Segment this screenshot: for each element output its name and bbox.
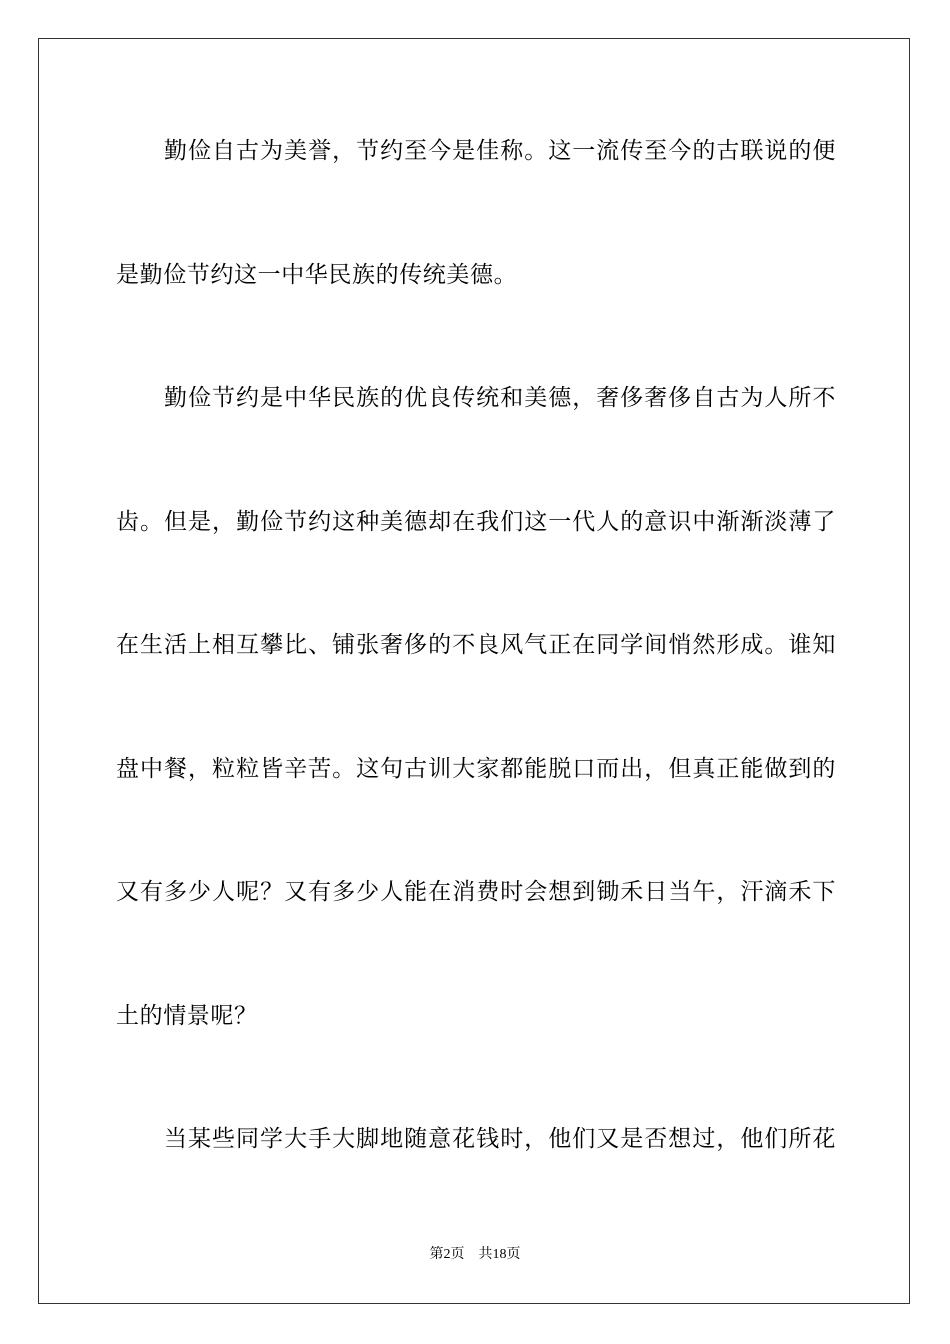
paragraph-2-line-1: 勤俭节约是中华民族的优良传统和美德，奢侈奢侈自古为人所不	[164, 385, 836, 411]
page-number: 第2页	[429, 1247, 465, 1262]
paragraph-1-line-1: 勤俭自古为美誉，节约至今是佳称。这一流传至今的古联说的便	[164, 138, 836, 164]
paragraph-1-line-2: 是勤俭节约这一中华民族的传统美德。	[116, 262, 518, 288]
page-border	[38, 38, 910, 1304]
page-footer	[0, 1246, 950, 1264]
paragraph-3-line-1: 当某些同学大手大脚地随意花钱时，他们又是否想过，他们所花	[164, 1126, 836, 1152]
page-total: 共18页	[478, 1247, 521, 1262]
paragraph-2-line-3: 在生活上相互攀比、铺张奢侈的不良风气正在同学间悄然形成。谁知	[116, 632, 836, 658]
paragraph-2-line-4: 盘中餐，粒粒皆辛苦。这句古训大家都能脱口而出，但真正能做到的	[116, 756, 836, 782]
paragraph-2-line-6: 土的情景呢？	[116, 1003, 258, 1029]
paragraph-2-line-5: 又有多少人呢？又有多少人能在消费时会想到锄禾日当午，汗滴禾下	[116, 879, 836, 905]
paragraph-2-line-2: 齿。但是，勤俭节约这种美德却在我们这一代人的意识中渐渐淡薄了	[116, 509, 836, 535]
